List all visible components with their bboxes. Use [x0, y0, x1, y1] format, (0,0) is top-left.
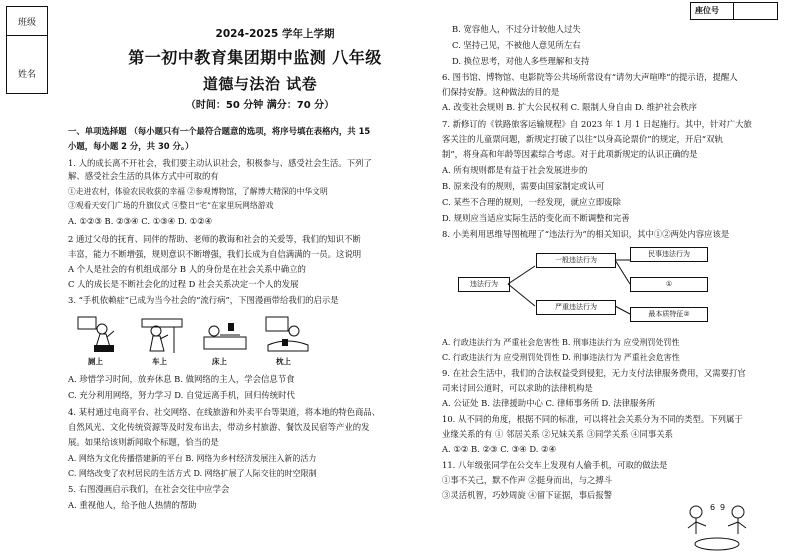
mindmap-serious-violation: 严重违法行为 [536, 300, 616, 315]
q1-line: ③观看天安门广场的升旗仪式 ④整日“宅”在家里玩网络游戏 [68, 201, 274, 210]
section-heading-2: 小题，每小题 2 分，共 30 分。） [68, 141, 194, 151]
comic-caption: 枕上 [276, 357, 291, 366]
q11-line: 11. 八年级张同学在公交车上发现有人偷手机，可取的做法是 [442, 460, 668, 470]
q10-line: 10. 从不同的角度，根据不同的标准，可以将社会关系分为不同的类型。下列属于 [442, 414, 743, 424]
q6-line: 们保持安静。这种做法的目的是 [442, 87, 560, 97]
q7-option: C. 某些不合理的规则，一经发现，就应立即废除 [442, 197, 621, 207]
q3-option: A. 珍惜学习时间，放弃休息 B. 做网络的主人，学会信息节食 [68, 374, 295, 384]
q10-line: 业缘关系的有 ① 邻居关系 ②兄妹关系 ③同学关系 ④同事关系 [442, 429, 674, 439]
comic-caption: 车上 [152, 357, 167, 366]
q4-option: C. 网络改变了农村居民的生活方式 D. 网络扩展了人际交往的时空限制 [68, 469, 317, 478]
q3-option: C. 充分利用网络，努力学习 D. 自觉远离手机，回归传统时代 [68, 390, 295, 400]
q5-line: 5. 右图漫画启示我们，在社会交往中应学会 [68, 484, 230, 494]
year-line: 2024-2025 学年上学期 [215, 28, 335, 40]
svg-text:6: 6 [710, 503, 716, 512]
seat-number-box [690, 2, 778, 20]
q7-line: 制”，将身高和年龄等因素综合考虑。对于此项新规定的认识正确的是 [442, 149, 698, 159]
q6-options: A. 改变社会规则 B. 扩大公民权利 C. 限制人身自由 D. 维护社会秩序 [442, 102, 698, 112]
seat-number-field[interactable] [733, 3, 778, 19]
class-label: 班级 [17, 18, 36, 28]
q7-option: B. 原来没有的规则，需要由国家制定或认可 [442, 181, 605, 191]
q5-option: C. 坚持己见，不被他人意见所左右 [452, 40, 581, 50]
q7-line: 7. 新修订的《铁路旅客运输规程》自 2023 年 1 月 1 日起施行。其中，针对广大旅 [442, 119, 752, 129]
comic-caption: 床上 [212, 357, 227, 366]
q4-line: 4. 某村通过电商平台、社交网络、在线旅游和外卖平台等渠道，将本地的特色商品、 [68, 407, 381, 417]
q5-option: B. 宽容他人，不过分计较他人过失 [452, 24, 581, 34]
q1-line: 1. 人的成长离不开社会，我们要主动认识社会，积极参与、感受社会生活。下列了 [68, 158, 372, 168]
seat-label: 座位号 [695, 6, 719, 15]
q4-line: 自然风光、文化传统资源等及时发布出去，带动乡村旅游、餐饮及民宿等产业的发 [68, 422, 370, 432]
q8-option: A. 行政违法行为 严重社会危害性 B. 刑事违法行为 应受刑罚处罚性 [442, 338, 680, 347]
q1-line: 解、感受社会生活的具体方式中可取的有 [68, 171, 219, 181]
student-info-box [6, 6, 48, 94]
q7-option: A. 所有规则都是有益于社会发展进步的 [442, 165, 588, 175]
q4-option: A. 网络为文化传播搭建新的平台 B. 网络为乡村经济发展注入新的活力 [68, 454, 317, 463]
q11-option: ①事不关己，默不作声 ②挺身而出，与之搏斗 [442, 475, 613, 485]
q1-line: ①走进农村，体验农民收获的幸福 ②参观博物馆，了解博大精深的中华文明 [68, 187, 328, 196]
q6-line: 6. 图书馆、博物馆、电影院等公共场所常设有“请勿大声喧哗”的提示语，提醒人 [442, 72, 738, 82]
comic-pillow-image [262, 315, 312, 355]
comic-toilet-image [76, 315, 126, 355]
q8-option: C. 行政违法行为 应受刑罚处罚性 D. 刑事违法行为 严重社会危害性 [442, 353, 680, 362]
q2-line: 2 通过父母的抚育、同伴的帮助、老师的教诲和社会的关爱等，我们的知识不断 [68, 234, 361, 244]
section-heading: 一、单项选择题 （每小题只有一个最符合题意的选项，将序号填在表格内，共 15 [68, 126, 371, 136]
comic-bed-image [200, 315, 250, 355]
svg-text:9: 9 [720, 503, 726, 512]
divider [7, 35, 47, 36]
comic-caption: 厕上 [88, 357, 103, 366]
mindmap-blank-2: 最本质特征② [630, 307, 708, 322]
q4-line: 展。如果给该则新闻取个标题，恰当的是 [68, 437, 219, 447]
subject-line: 道德与法治 试卷 [202, 75, 318, 93]
comic-bus-image [138, 315, 188, 355]
q3-line: 3. “手机依赖症”已成为当今社会的“流行病”，下图漫画带给我们的启示是 [68, 295, 339, 305]
q7-line: 客关注的儿童票问题，新规定打破了以往“以身高论票价”的规定，开启“双轨 [442, 134, 723, 144]
q5-option: A. 重视他人，给予他人热情的帮助 [68, 500, 197, 510]
q7-option: D. 规则应当适应实际生活的变化而不断调整和完善 [442, 213, 630, 223]
q9-line: 9. 在社会生活中，我们的合法权益受到侵犯，无力支付法律服务费用，又需要打官 [442, 368, 746, 378]
q8-line: 8. 小美利用思维导图梳理了“违法行为”的相关知识，其中①②两处内容应该是 [442, 229, 730, 239]
mindmap-root: 违法行为 [458, 277, 510, 292]
school-line: 第一初中教育集团期中监测 八年级 [128, 48, 382, 67]
mindmap-blank-1: ① [630, 277, 708, 292]
q2-line: 丰富，能力不断增强，规则意识不断增强，我们长成为自信满满的一员。这说明 [68, 249, 362, 259]
q2-option: A 个人是社会的有机组成部分 B 人的身份是在社会关系中确立的 [68, 264, 306, 274]
q1-options: A. ①②③ B. ②③④ C. ①③④ D. ①②④ [68, 216, 213, 226]
name-label: 姓名 [17, 70, 36, 80]
q9-line: 司来讨回公道时，可以求助的法律机构是 [442, 383, 593, 393]
q5-cartoon-image [680, 500, 756, 556]
q5-option: D. 换位思考，对他人多些理解和支持 [452, 56, 590, 66]
q11-option: ③灵活机智，巧妙周旋 ④留下证据，事后报警 [442, 490, 613, 500]
q10-options: A. ①② B. ②③ C. ③④ D. ②④ [442, 444, 557, 454]
q2-option: C 人的成长是不断社会化的过程 D 社会关系决定一个人的发展 [68, 279, 299, 289]
mindmap-civil-violation: 民事违法行为 [630, 247, 708, 262]
q9-options: A. 公证处 B. 法律援助中心 C. 律师事务所 D. 法律服务所 [442, 398, 656, 408]
mindmap-general-violation: 一般违法行为 [536, 253, 616, 268]
time-line: （时间：50 分钟 满分：70 分） [185, 100, 335, 111]
